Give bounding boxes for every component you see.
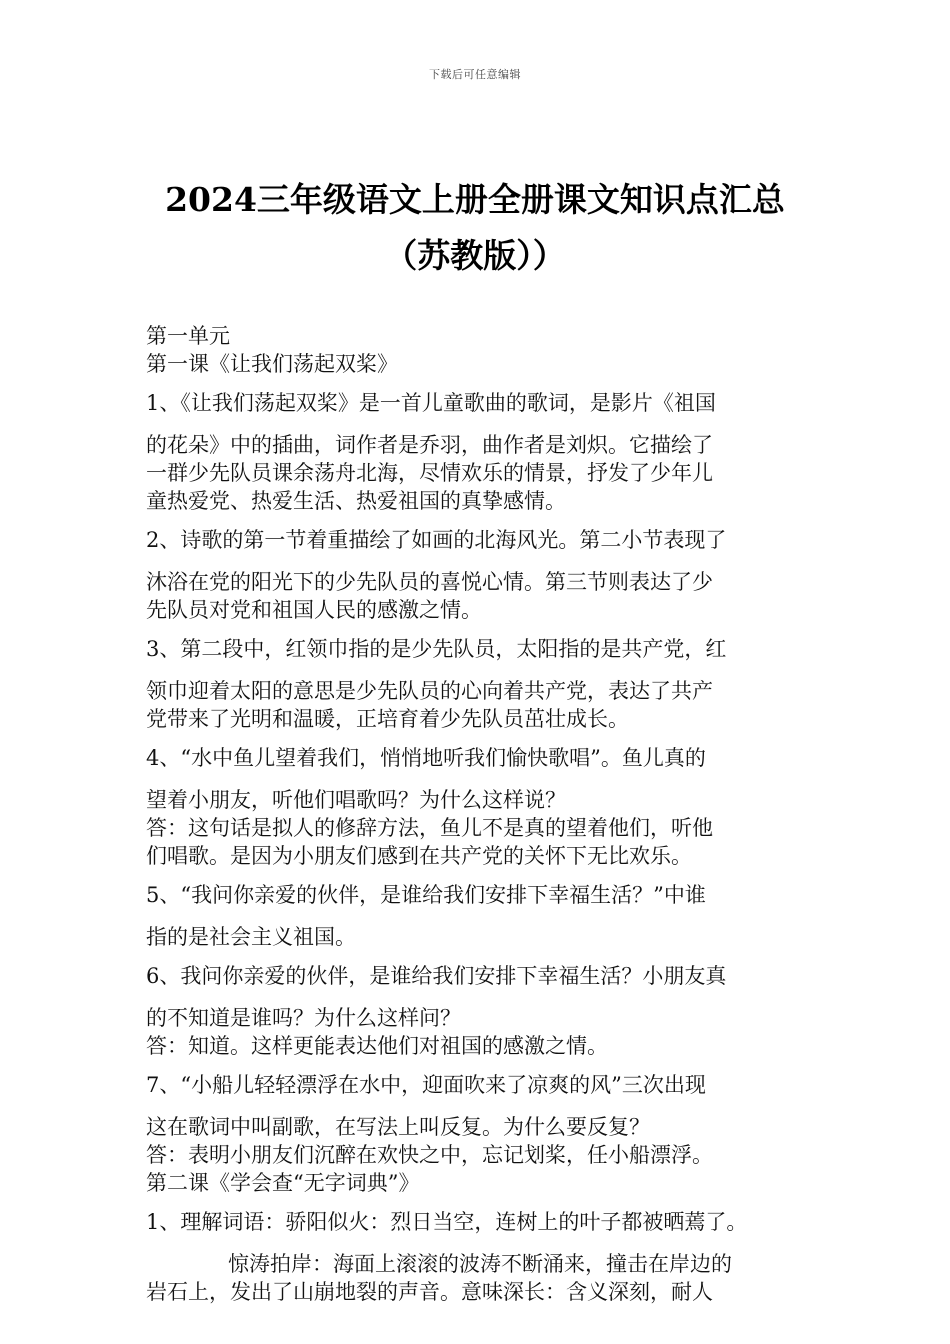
text-line: 们唱歌。是因为小朋友们感到在共产党的关怀下无比欢乐。 <box>146 844 692 868</box>
text-line: 答：知道。这样更能表达他们对祖国的感激之情。 <box>146 1034 608 1058</box>
text-line: 第一单元 <box>146 324 230 348</box>
text-line: 7、“小船儿轻轻漂浮在水中，迎面吹来了凉爽的风”三次出现 <box>146 1073 706 1097</box>
text-line: 的不知道是谁吗？为什么这样问？ <box>146 1006 461 1030</box>
text-line: 3、第二段中，红领巾指的是少先队员，太阳指的是共产党，红 <box>146 637 727 661</box>
text-line: 岩石上，发出了山崩地裂的声音。意味深长：含义深刻，耐人 <box>146 1280 713 1304</box>
text-line: 望着小朋友，听他们唱歌吗？为什么这样说？ <box>146 788 566 812</box>
text-line: 第二课《学会查“无字词典”》 <box>146 1171 420 1195</box>
text-line: 1、《让我们荡起双桨》是一首儿童歌曲的歌词，是影片《祖国 <box>146 391 716 415</box>
text-line: 4、“水中鱼儿望着我们，悄悄地听我们愉快歌唱”。鱼儿真的 <box>146 746 706 770</box>
text-line: 一群少先队员课余荡舟北海，尽情欢乐的情景，抒发了少年儿 <box>146 461 713 485</box>
text-line: 指的是社会主义祖国。 <box>146 925 356 949</box>
title-line-2: （苏教版）） <box>384 236 566 275</box>
text-line: 答：这句话是拟人的修辞方法，鱼儿不是真的望着他们，听他 <box>146 816 713 840</box>
text-line: 答：表明小朋友们沉醉在欢快之中，忘记划桨，任小船漂浮。 <box>146 1143 713 1167</box>
text-line: 先队员对党和祖国人民的感激之情。 <box>146 598 482 622</box>
text-line: 这在歌词中叫副歌，在写法上叫反复。为什么要反复？ <box>146 1115 650 1139</box>
document-title <box>100 172 850 284</box>
text-line: 1、理解词语：骄阳似火：烈日当空，连树上的叶子都被晒蔫了。 <box>146 1210 748 1234</box>
header-note: 下载后可任意编辑 <box>429 68 521 81</box>
title-line-1: 2024三年级语文上册全册课文知识点汇总 <box>165 180 785 219</box>
text-line: 惊涛拍岸：海面上滚滚的波涛不断涌来，撞击在岸边的 <box>228 1252 732 1276</box>
text-line: 2、诗歌的第一节着重描绘了如画的北海风光。第二小节表现了 <box>146 528 727 552</box>
text-line: 6、我问你亲爱的伙伴，是谁给我们安排下幸福生活？小朋友真 <box>146 964 727 988</box>
document-body <box>146 322 816 1306</box>
text-line: 的花朵》中的插曲，词作者是乔羽，曲作者是刘炽。它描绘了 <box>146 433 713 457</box>
text-line: 5、“我问你亲爱的伙伴，是谁给我们安排下幸福生活？”中谁 <box>146 883 706 907</box>
text-line: 童热爱党、热爱生活、热爱祖国的真挚感情。 <box>146 489 566 513</box>
text-line: 第一课《让我们荡起双桨》 <box>146 352 398 376</box>
text-line: 沐浴在党的阳光下的少先队员的喜悦心情。第三节则表达了少 <box>146 570 713 594</box>
text-line: 党带来了光明和温暖，正培育着少先队员茁壮成长。 <box>146 707 629 731</box>
text-line: 领巾迎着太阳的意思是少先队员的心向着共产党，表达了共产 <box>146 679 713 703</box>
